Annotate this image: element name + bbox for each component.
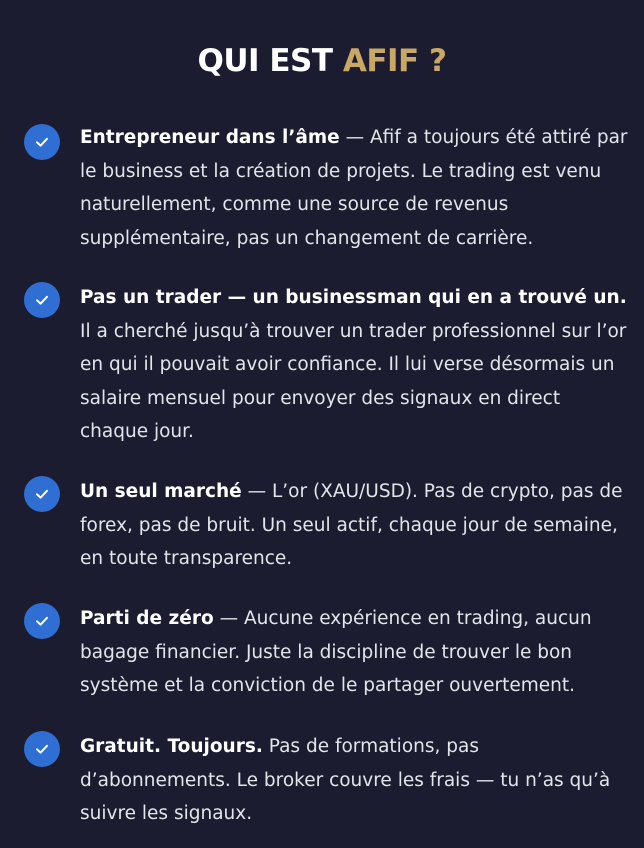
check-icon bbox=[24, 731, 60, 767]
section-title bbox=[0, 42, 644, 80]
list-item-heading: Gratuit. Toujours. bbox=[80, 736, 263, 757]
list-item-text bbox=[80, 475, 628, 576]
list-item-heading: Un seul marché bbox=[80, 481, 242, 502]
list-item-text bbox=[80, 730, 628, 831]
section-title-accent: AFIF ? bbox=[342, 43, 447, 79]
list-item-body: — Afif a toujours été attiré par le business et la création de projets. Le trading est venu naturellement, comme une source de revenus supplémentaire, pas un changement de carrière. bbox=[80, 127, 628, 249]
list-item-heading: Pas un trader — un businessman qui en a trouvé un. bbox=[80, 287, 627, 308]
check-icon bbox=[24, 124, 60, 160]
check-icon bbox=[24, 282, 60, 318]
list-item-text bbox=[80, 121, 628, 255]
list-item-heading: Parti de zéro bbox=[80, 608, 214, 629]
list-item-body: Pas de formations, pas d’abonnements. Le broker couvre les frais — tu n’as qu’à suivre les signaux. bbox=[80, 736, 611, 824]
list-item-text bbox=[80, 281, 628, 449]
section-title-main: QUI EST bbox=[197, 43, 333, 79]
list-item-body: Il a cherché jusqu’à trouver un trader professionnel sur l’or en qui il pouvait avoir confiance. Il lui verse désormais un salaire mensuel pour envoyer des signaux en direct chaque jour. bbox=[80, 320, 627, 442]
check-icon bbox=[24, 476, 60, 512]
list-item-heading: Entrepreneur dans l’âme bbox=[80, 127, 340, 148]
list-item-body: — L’or (XAU/USD). Pas de crypto, pas de forex, pas de bruit. Un seul actif, chaque jour de semaine, en toute transparence. bbox=[80, 481, 623, 569]
list-item-text bbox=[80, 602, 628, 703]
check-icon bbox=[24, 603, 60, 639]
list-item-body: — Aucune expérience en trading, aucun bagage financier. Juste la discipline de trouver le bon système et la conviction de le partager ouvertement. bbox=[80, 608, 592, 696]
